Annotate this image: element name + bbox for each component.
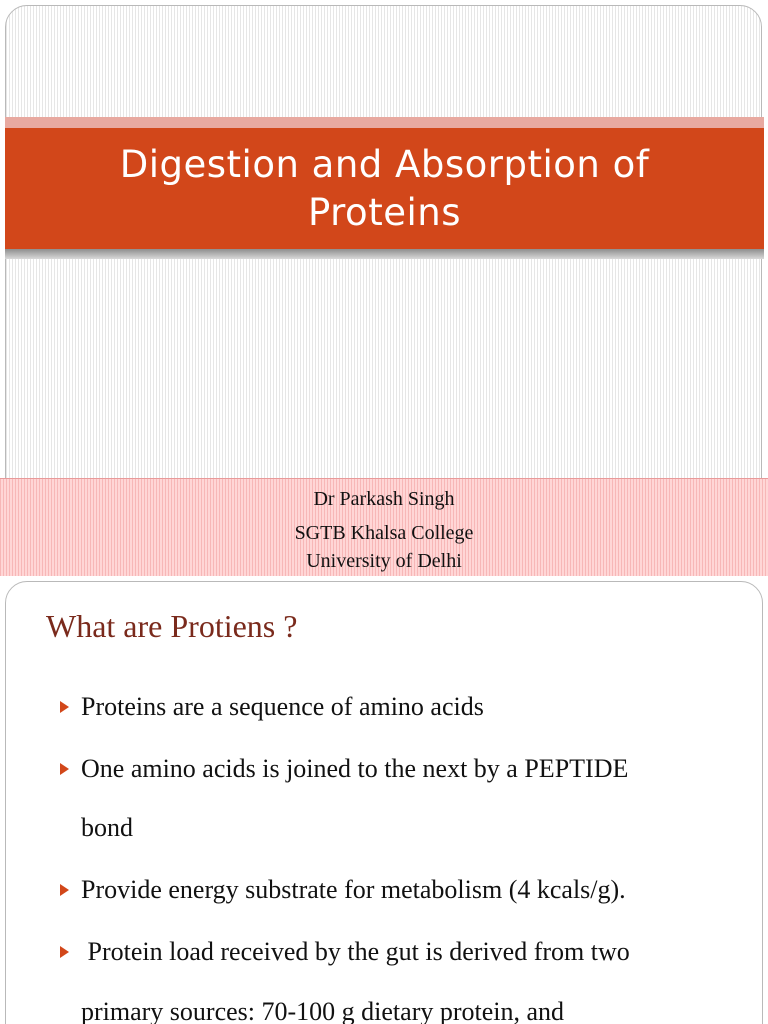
triangle-right-icon	[60, 946, 69, 958]
title-band	[5, 128, 764, 249]
title-band-shadow	[5, 249, 764, 259]
author-name: Dr Parkash Singh	[313, 488, 455, 510]
title-band-accent	[5, 117, 764, 128]
bullet-text: One amino acids is joined to the next by a PEPTIDE	[81, 754, 629, 783]
title-line-1: Digestion and Absorption of	[119, 142, 650, 186]
triangle-right-icon	[60, 763, 69, 775]
triangle-right-icon	[60, 884, 69, 896]
content-slide	[0, 576, 768, 1024]
bullet-text-continued: primary sources: 70-100 g dietary protein, and	[81, 997, 565, 1024]
title-line-2: Proteins	[308, 190, 461, 234]
institution-name: SGTB Khalsa College	[294, 522, 474, 544]
slide-title	[120, 141, 650, 237]
bullet-text: Protein load received by the gut is derived from two	[81, 937, 630, 966]
bullet-text: Provide energy substrate for metabolism (4 kcals/g).	[81, 875, 626, 904]
subtitle-box	[0, 478, 768, 576]
slide-heading: What are Protiens ?	[46, 608, 298, 644]
triangle-right-icon	[60, 701, 69, 713]
bullet-text: Proteins are a sequence of amino acids	[81, 692, 484, 721]
bullet-text-continued: bond	[81, 813, 133, 842]
university-name: University of Delhi	[306, 550, 462, 572]
